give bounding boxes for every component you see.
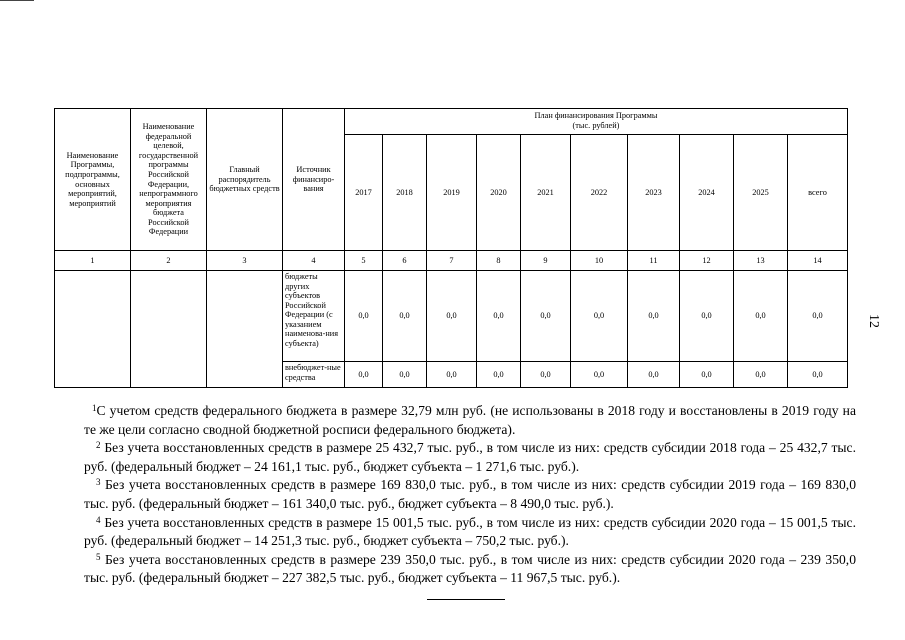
- value-cell: 0,0: [734, 271, 788, 362]
- column-number: 5: [345, 251, 383, 271]
- value-cell: 0,0: [427, 362, 477, 388]
- column-number: 4: [283, 251, 345, 271]
- footnote-mark: 3: [96, 477, 101, 488]
- value-cell: 0,0: [680, 271, 734, 362]
- footnote-text: Без учета восстановленных средств в размере 25 432,7 тыс. руб., в том числе из них: средств субсидии 2018 года – 25 432,7 тыс. руб. (федеральный бюджет – 24 161,1 тыс. руб., бюджет субъекта – 1 271,6 тыс. руб.).: [84, 440, 856, 474]
- column-number: 3: [207, 251, 283, 271]
- header-year: 2023: [628, 135, 680, 251]
- value-cell: 0,0: [383, 362, 427, 388]
- footnote: [84, 551, 856, 588]
- header-plan: [345, 109, 848, 135]
- footnote-mark: 1: [92, 403, 97, 413]
- header-year: 2025: [734, 135, 788, 251]
- value-cell: 0,0: [788, 271, 848, 362]
- header-year: 2020: [477, 135, 521, 251]
- value-cell: 0,0: [521, 271, 571, 362]
- value-cell: 0,0: [680, 362, 734, 388]
- header-plan-unit: (тыс. рублей): [572, 120, 620, 130]
- header-year: 2017: [345, 135, 383, 251]
- header-federal-program: Наименование федеральной целевой, государственной программы Российской Федерации, непрограммного мероприятия бюджета Российской Федерации: [131, 109, 207, 251]
- source-cell: внебюджет-ные средства: [283, 362, 345, 388]
- value-cell: 0,0: [571, 271, 628, 362]
- footnote-text: С учетом средств федерального бюджета в размере 32,79 млн руб. (не использованы в 2018 году и восстановлены в 2019 году на те же цели согласно сводной бюджетной росписи федерального бюджета).: [84, 403, 856, 437]
- value-cell: 0,0: [427, 271, 477, 362]
- footnotes: [84, 402, 856, 588]
- footnote-mark: 5: [96, 551, 101, 562]
- header-year-total: всего: [788, 135, 848, 251]
- header-year: 2019: [427, 135, 477, 251]
- value-cell: 0,0: [345, 271, 383, 362]
- value-cell: 0,0: [788, 362, 848, 388]
- scan-corner-mark: [0, 0, 34, 1]
- value-cell: 0,0: [477, 362, 521, 388]
- column-number: 6: [383, 251, 427, 271]
- column-number: 8: [477, 251, 521, 271]
- column-number: 2: [131, 251, 207, 271]
- header-funding-source: Источник финансиро-вания: [283, 109, 345, 251]
- footnote-text: Без учета восстановленных средств в размере 15 001,5 тыс. руб., в том числе из них: средств субсидии 2020 года – 15 001,5 тыс. руб. (федеральный бюджет – 14 251,3 тыс. руб., бюджет субъекта – 750,2 тыс. руб.).: [84, 514, 856, 549]
- header-year: 2018: [383, 135, 427, 251]
- header-plan-title: План финансирования Программы: [534, 111, 658, 120]
- column-number: 11: [628, 251, 680, 271]
- value-cell: 0,0: [734, 362, 788, 388]
- empty-cell: [55, 271, 131, 388]
- column-number: 9: [521, 251, 571, 271]
- page-number: 12: [866, 314, 881, 328]
- column-number: 13: [734, 251, 788, 271]
- footnote: [84, 476, 856, 513]
- footnote-text: Без учета восстановленных средств в размере 239 350,0 тыс. руб., в том числе из них: средств субсидии 2020 года – 239 350,0 тыс. руб. (федеральный бюджет – 227 382,5 тыс. руб., бюджет субъекта – 11 967,5 тыс. руб.).: [84, 551, 856, 586]
- value-cell: 0,0: [628, 271, 680, 362]
- empty-cell: [207, 271, 283, 388]
- column-number: 12: [680, 251, 734, 271]
- header-main-manager: Главный распорядитель бюджетных средств: [207, 109, 283, 251]
- table-row: [55, 271, 848, 362]
- header-program-name: Наименование Программы, подпрограммы, основных мероприятий, мероприятий: [55, 109, 131, 251]
- footnote: [84, 514, 856, 551]
- value-cell: 0,0: [345, 362, 383, 388]
- column-number: 1: [55, 251, 131, 271]
- value-cell: 0,0: [383, 271, 427, 362]
- source-cell: бюджеты других субъектов Российской Федерации (с указанием наименова-ния субъекта): [283, 271, 345, 362]
- end-rule: [427, 599, 505, 600]
- value-cell: 0,0: [477, 271, 521, 362]
- column-number-row: [55, 251, 848, 271]
- footnote-mark: 2: [96, 440, 101, 451]
- header-year: 2024: [680, 135, 734, 251]
- empty-cell: [131, 271, 207, 388]
- footnote: [84, 402, 856, 439]
- column-number: 7: [427, 251, 477, 271]
- column-number: 14: [788, 251, 848, 271]
- financing-table: [54, 108, 848, 388]
- value-cell: 0,0: [571, 362, 628, 388]
- header-year: 2022: [571, 135, 628, 251]
- footnote: [84, 439, 856, 476]
- footnote-text: Без учета восстановленных средств в размере 169 830,0 тыс. руб., в том числе из них: средств субсидии 2019 года – 169 830,0 тыс. руб. (федеральный бюджет – 161 340,0 тыс. руб., бюджет субъекта – 8 490,0 тыс. руб.).: [84, 477, 856, 511]
- value-cell: 0,0: [628, 362, 680, 388]
- footnote-mark: 4: [96, 514, 101, 525]
- header-year: 2021: [521, 135, 571, 251]
- value-cell: 0,0: [521, 362, 571, 388]
- column-number: 10: [571, 251, 628, 271]
